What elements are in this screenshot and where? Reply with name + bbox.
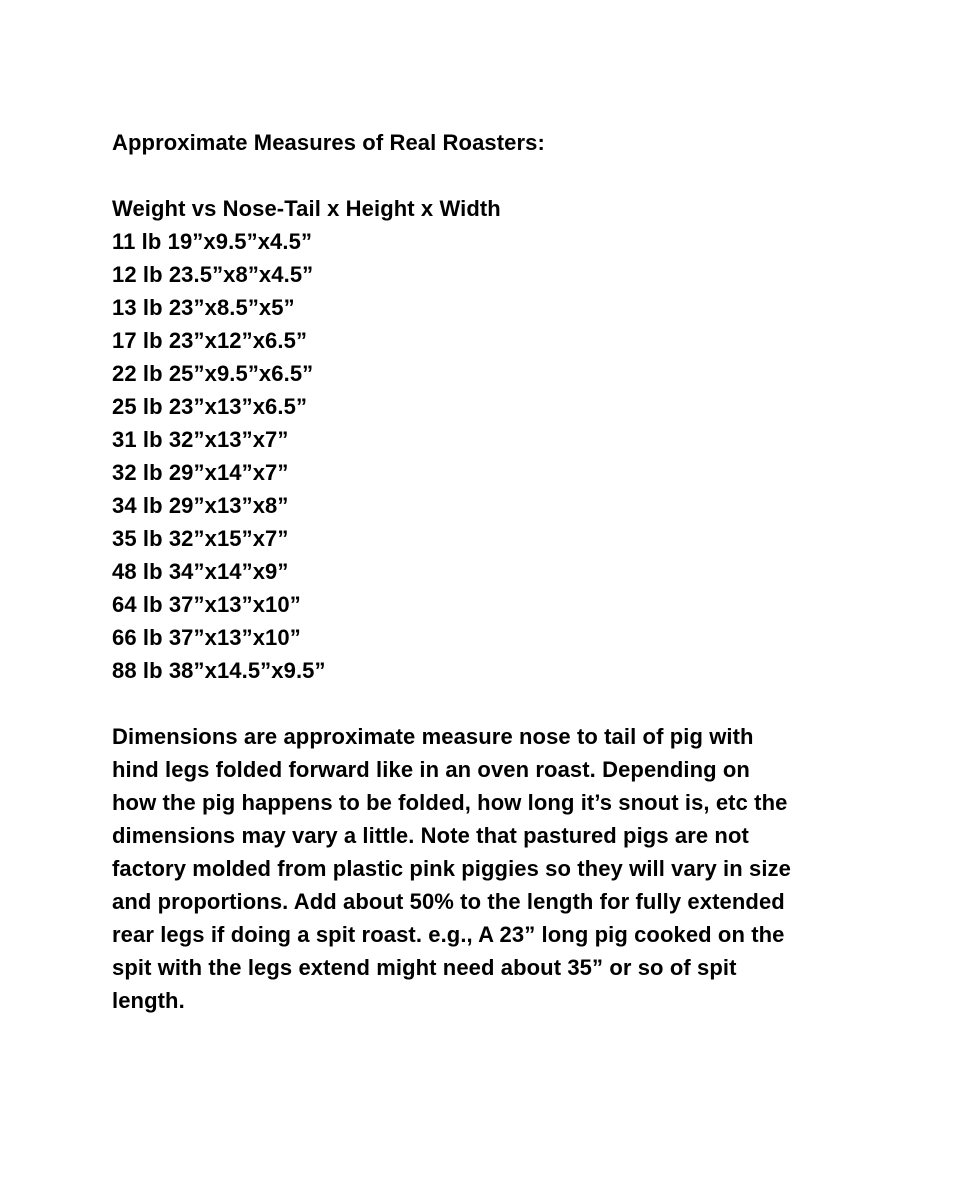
paragraph-line: hind legs folded forward like in an oven roast. Depending on <box>112 757 750 782</box>
measurement-line: 13 lb 23”x8.5”x5” <box>112 295 295 320</box>
measurement-line: 22 lb 25”x9.5”x6.5” <box>112 361 314 386</box>
measurement-line: 25 lb 23”x13”x6.5” <box>112 394 308 419</box>
paragraph-line: dimensions may vary a little. Note that pastured pigs are not <box>112 823 749 848</box>
paragraph-line: factory molded from plastic pink piggies so they will vary in size <box>112 856 791 881</box>
paragraph-line: rear legs if doing a spit roast. e.g., A 23” long pig cooked on the <box>112 922 785 947</box>
paragraph-line: how the pig happens to be folded, how long it’s snout is, etc the <box>112 790 788 815</box>
measurement-line: 31 lb 32”x13”x7” <box>112 427 289 452</box>
measurement-line: 35 lb 32”x15”x7” <box>112 526 289 551</box>
paragraph-line: Dimensions are approximate measure nose to tail of pig with <box>112 724 754 749</box>
measurement-line: 64 lb 37”x13”x10” <box>112 592 301 617</box>
measurement-line: 34 lb 29”x13”x8” <box>112 493 289 518</box>
paragraph-line: length. <box>112 988 185 1013</box>
document-title: Approximate Measures of Real Roasters: <box>112 130 545 155</box>
paragraph-line: and proportions. Add about 50% to the length for fully extended <box>112 889 785 914</box>
blank-line <box>112 687 940 720</box>
document-content <box>112 126 940 1017</box>
measurement-line: 48 lb 34”x14”x9” <box>112 559 289 584</box>
measurement-line: 11 lb 19”x9.5”x4.5” <box>112 229 313 254</box>
measurement-line: 32 lb 29”x14”x7” <box>112 460 289 485</box>
paragraph-line: spit with the legs extend might need about 35” or so of spit <box>112 955 737 980</box>
blank-line <box>112 159 940 192</box>
measurement-line: 12 lb 23.5”x8”x4.5” <box>112 262 314 287</box>
table-header: Weight vs Nose-Tail x Height x Width <box>112 196 501 221</box>
measurement-line: 66 lb 37”x13”x10” <box>112 625 301 650</box>
measurement-line: 17 lb 23”x12”x6.5” <box>112 328 308 353</box>
measurement-line: 88 lb 38”x14.5”x9.5” <box>112 658 326 683</box>
